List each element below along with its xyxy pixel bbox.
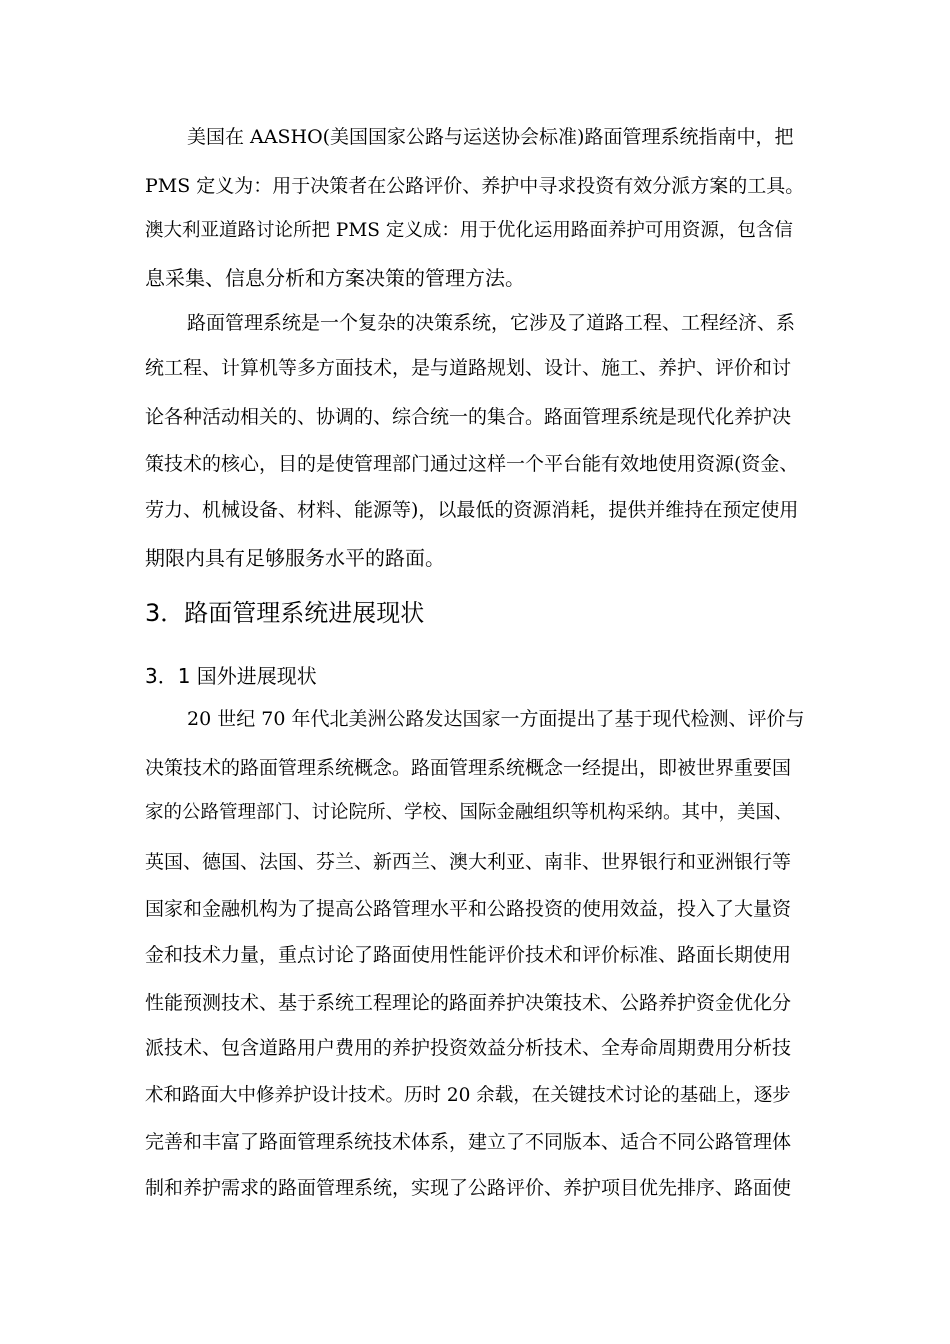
paragraph-3-line-1: 20 世纪 70 年代北美洲公路发达国家一方面提出了基于现代检测、评价与: [187, 708, 805, 730]
paragraph-3-line-4: 英国、德国、法国、芬兰、新西兰、澳大利亚、南非、世界银行和亚洲银行等: [145, 851, 792, 873]
paragraph-2-line-1: 路面管理系统是一个复杂的决策系统，它涉及了道路工程、工程经济、系: [187, 312, 796, 334]
paragraph-3-line-10: 完善和丰富了路面管理系统技术体系，建立了不同版本、适合不同公路管理体: [145, 1131, 792, 1153]
paragraph-1-line-1: 美国在 AASHO(美国国家公路与运送协会标准)路面管理系统指南中，把: [187, 126, 794, 148]
paragraph-1-line-2: PMS 定义为：用于决策者在公路评价、养护中寻求投资有效分派方案的工具。: [145, 175, 805, 197]
paragraph-3-line-6: 金和技术力量，重点讨论了路面使用性能评价技术和评价标准、路面长期使用: [145, 944, 792, 966]
paragraph-2-line-4: 策技术的核心，目的是使管理部门通过这样一个平台能有效地使用资源(资金、: [145, 453, 799, 475]
paragraph-3-line-5: 国家和金融机构为了提高公路管理水平和公路投资的使用效益，投入了大量资: [145, 898, 792, 920]
paragraph-3-line-2: 决策技术的路面管理系统概念。路面管理系统概念一经提出，即被世界重要国: [145, 757, 792, 779]
paragraph-2-line-6: 期限内具有足够服务水平的路面。: [145, 546, 445, 570]
section-heading: 3．路面管理系统进展现状: [145, 599, 425, 627]
paragraph-2-line-2: 统工程、计算机等多方面技术，是与道路规划、设计、施工、养护、评价和讨: [145, 357, 792, 379]
paragraph-3-line-7: 性能预测技术、基于系统工程理论的路面养护决策技术、公路养护资金优化分: [145, 992, 792, 1014]
paragraph-3-line-9: 术和路面大中修养护设计技术。历时 20 余载，在关键技术讨论的基础上，逐步: [145, 1085, 791, 1106]
subsection-heading: 3．1 国外进展现状: [145, 664, 317, 688]
paragraph-3-line-11: 制和养护需求的路面管理系统，实现了公路评价、养护项目优先排序、路面使: [145, 1177, 792, 1199]
paragraph-2-line-5: 劳力、机械设备、材料、能源等)，以最低的资源消耗，提供并维持在预定使用: [145, 499, 799, 521]
paragraph-2-line-3: 论各种活动相关的、协调的、综合统一的集合。路面管理系统是现代化养护决: [145, 406, 792, 428]
paragraph-3-line-8: 派技术、包含道路用户费用的养护投资效益分析技术、全寿命周期费用分析技: [145, 1037, 792, 1059]
paragraph-1-line-4: 息采集、信息分析和方案决策的管理方法。: [145, 266, 525, 290]
paragraph-3-line-3: 家的公路管理部门、讨论院所、学校、国际金融组织等机构采纳。其中，美国、: [145, 802, 793, 823]
paragraph-1-line-3: 澳大利亚道路讨论所把 PMS 定义成：用于优化运用路面养护可用资源，包含信: [145, 220, 793, 241]
